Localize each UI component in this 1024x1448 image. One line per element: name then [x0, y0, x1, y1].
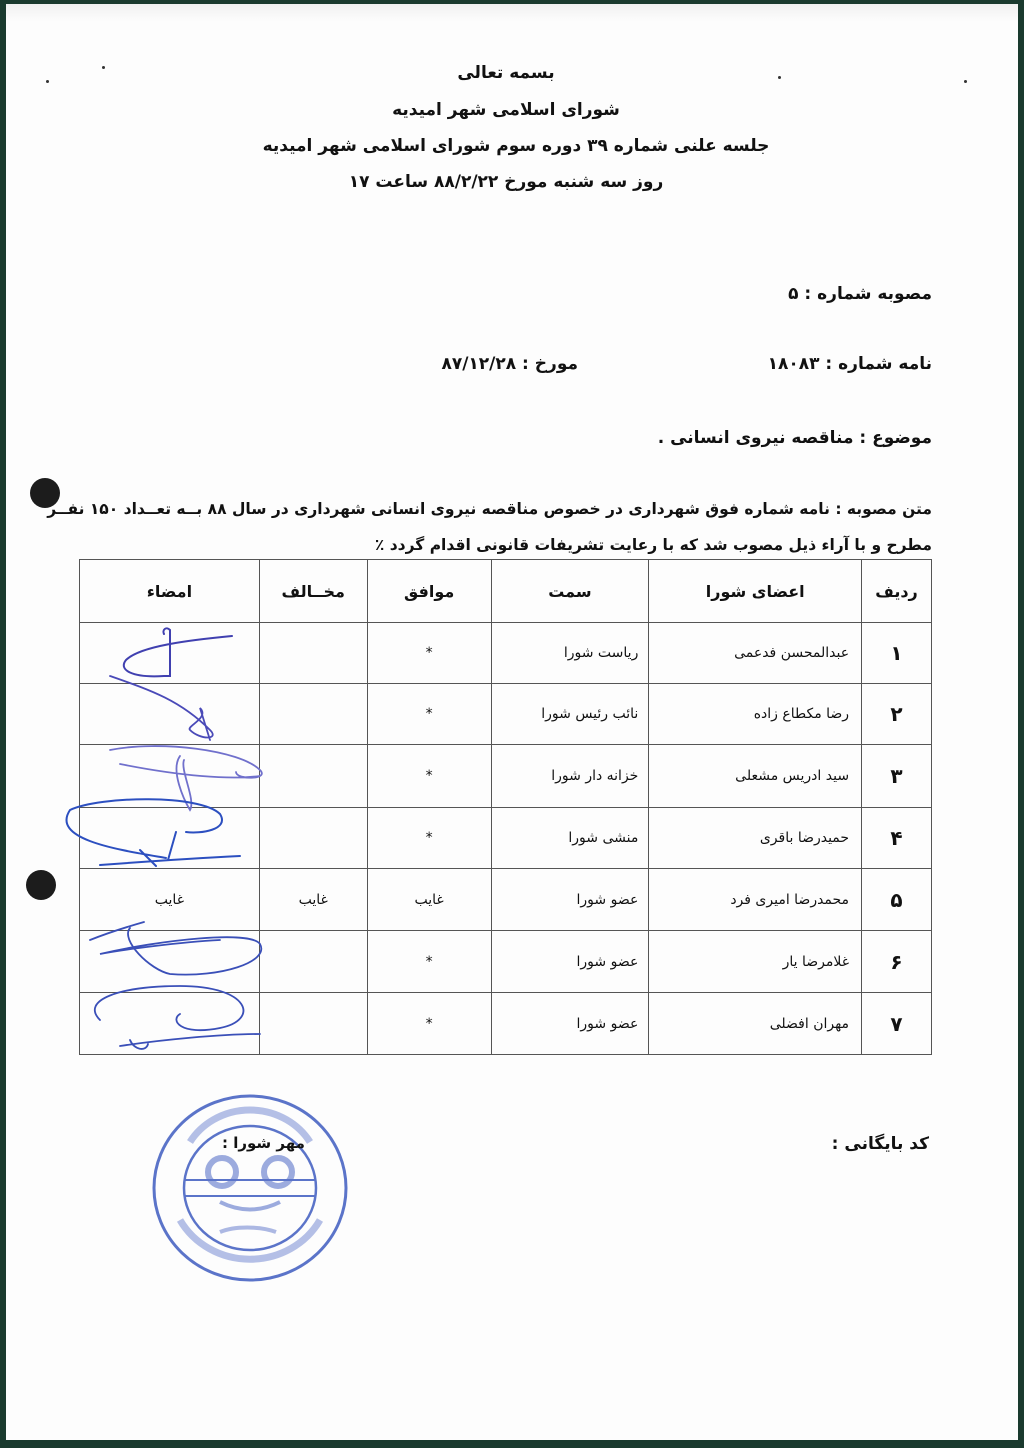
- signature-cell: [80, 931, 260, 993]
- agree-vote: *: [367, 745, 491, 808]
- signature-cell: [80, 993, 260, 1055]
- invocation: بسمه تعالی: [457, 63, 555, 83]
- agree-vote: غایب: [367, 869, 491, 931]
- member-role: عضو شورا: [491, 869, 649, 931]
- member-role: ریاست شورا: [491, 623, 649, 684]
- agree-vote: *: [367, 993, 491, 1055]
- member-name: محمدرضا امیری فرد: [649, 869, 862, 931]
- table-row: [80, 745, 932, 808]
- session-date: روز سه شنبه مورخ ۸۸/۲/۲۲ ساعت ۱۷: [348, 172, 664, 192]
- header-role: سمت: [491, 560, 649, 623]
- member-role: منشی شورا: [491, 808, 649, 869]
- member-role: عضو شورا: [491, 993, 649, 1055]
- header-row-number: ردیف: [862, 560, 932, 623]
- table-row: [80, 931, 932, 993]
- row-number: ۷: [862, 993, 932, 1055]
- member-name: مهران افضلی: [649, 993, 862, 1055]
- seal-label: مهر شورا :: [222, 1134, 305, 1152]
- agree-vote: *: [367, 808, 491, 869]
- signature-cell: غایب: [80, 869, 260, 931]
- oppose-vote: [259, 745, 367, 808]
- table-row: [80, 993, 932, 1055]
- resolution-number: مصوبه شماره : ۵: [788, 284, 932, 304]
- organization-title: شورای اسلامی شهر امیدیه: [392, 100, 620, 120]
- session-title: جلسه علنی شماره ۳۹ دوره سوم شورای اسلامی شهر امیدیه: [262, 136, 770, 156]
- votes-table: [79, 559, 932, 1055]
- table-row: [80, 808, 932, 869]
- row-number: ۶: [862, 931, 932, 993]
- agree-vote: *: [367, 931, 491, 993]
- subject: موضوع : مناقصه نیروی انسانی .: [657, 428, 932, 448]
- row-number: ۱: [862, 623, 932, 684]
- row-number: ۴: [862, 808, 932, 869]
- member-name: رضا مکطاع زاده: [649, 684, 862, 745]
- member-role: خزانه دار شورا: [491, 745, 649, 808]
- signature-cell: [80, 808, 260, 869]
- archive-code-label: کد بایگانی :: [831, 1134, 929, 1154]
- table-row: [80, 623, 932, 684]
- punch-hole-bottom: [26, 870, 56, 900]
- council-seal: [150, 1092, 350, 1284]
- oppose-vote: [259, 808, 367, 869]
- agree-vote: *: [367, 684, 491, 745]
- member-name: سید ادریس مشعلی: [649, 745, 862, 808]
- member-name: حمیدرضا باقری: [649, 808, 862, 869]
- oppose-vote: [259, 623, 367, 684]
- letter-number: نامه شماره : ۱۸۰۸۳: [767, 354, 932, 374]
- letter-date: مورخ : ۸۷/۱۲/۲۸: [441, 354, 578, 374]
- agree-vote: *: [367, 623, 491, 684]
- oppose-vote: [259, 684, 367, 745]
- table-row: [80, 684, 932, 745]
- oppose-vote: غایب: [259, 869, 367, 931]
- member-role: عضو شورا: [491, 931, 649, 993]
- row-number: ۳: [862, 745, 932, 808]
- header-signature: امضاء: [80, 560, 260, 623]
- header-agree: موافق: [367, 560, 491, 623]
- oppose-vote: [259, 931, 367, 993]
- member-name: غلامرضا یار: [649, 931, 862, 993]
- table-row: [80, 869, 932, 931]
- member-role: نائب رئیس شورا: [491, 684, 649, 745]
- header-member: اعضای شورا: [649, 560, 862, 623]
- row-number: ۵: [862, 869, 932, 931]
- row-number: ۲: [862, 684, 932, 745]
- member-name: عبدالمحسن فدعمی: [649, 623, 862, 684]
- header-oppose: مخــالف: [259, 560, 367, 623]
- oppose-vote: [259, 993, 367, 1055]
- resolution-text-line-2: مطرح و با آراء ذیل مصوب شد که با رعایت تشریفات قانونی اقدام گردد ٪: [374, 536, 932, 554]
- signature-cell: [80, 745, 260, 808]
- resolution-text-line-1: متن مصوبه : نامه شماره فوق شهرداری در خصوص مناقصه نیروی انسانی شهرداری در سال ۸۸ بــه تعــداد ۱۵۰ نفــر: [47, 500, 932, 518]
- signature-cell: [80, 684, 260, 745]
- table-header-row: [80, 560, 932, 623]
- signature-cell: [80, 623, 260, 684]
